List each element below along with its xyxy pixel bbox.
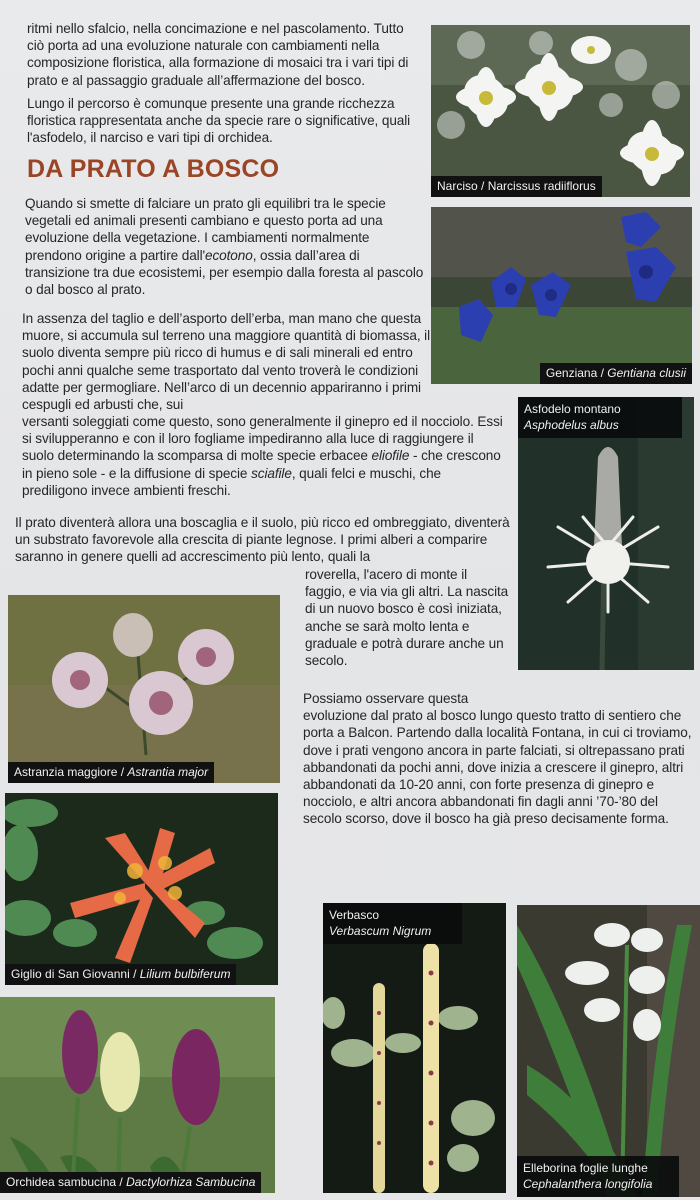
caption-latin: Verbascum Nigrum (329, 924, 432, 938)
caption-separator: / (597, 366, 608, 380)
photo-verbasco (323, 903, 506, 1193)
photo-elleborina (517, 905, 700, 1197)
photo-asfodelo (518, 397, 694, 670)
helleborine-image (517, 905, 700, 1197)
caption-genziana (540, 363, 692, 384)
caption-separator: / (117, 765, 128, 779)
caption-latin: Cephalanthera longifolia (523, 1177, 653, 1191)
caption-narciso (431, 176, 602, 197)
term-sciafile: sciafile (251, 465, 292, 481)
caption-asfodelo (518, 397, 682, 438)
text-run: - che crescono in pieno sole - e la diffusione di specie (22, 448, 501, 481)
text-run: versanti soleggiati come questo, sono generalmente il ginepro ed il nocciolo. Essi si svilupperanno e con il loro fogliame impediranno alla luce di raggiungere il suolo determinando la scomparsa di molte specie erbacee (22, 414, 503, 464)
text-run: Possiamo osservare questa (303, 691, 469, 706)
caption-common: Asfodelo montano (524, 402, 621, 416)
term-eliofile: eliofile (371, 448, 410, 464)
section-paragraph-3-wide (15, 514, 510, 566)
text-run: , quali felci e muschi, che prediligono invece ambienti freschi. (22, 465, 441, 498)
photo-orchidea (0, 997, 275, 1193)
caption-common: Astranzia maggiore (14, 765, 118, 779)
caption-giglio (5, 964, 236, 985)
text-run: , ossia dall’area di transizione tra due ecosistemi, per esempio dalla foresta al pascolo o dal bosco al prato. (25, 247, 424, 298)
caption-verbasco (323, 903, 462, 944)
caption-separator: / (116, 1175, 127, 1189)
caption-separator: / (477, 179, 488, 193)
caption-common: Verbasco (329, 908, 380, 922)
caption-astranzia (8, 762, 214, 783)
caption-separator: / (129, 967, 140, 981)
intro-paragraph-1: ritmi nello sfalcio, nella concimazione e nel pascolamento. Tutto ciò porta ad una evoluzione naturale con cambiamenti nella composizione floristica, alla formazione di mosaici tra i vari tipi di prato e al passaggio graduale all’affermazione del bosco. (27, 21, 409, 88)
caption-latin: Astrantia major (127, 765, 209, 779)
section-paragraph-2b (22, 413, 507, 499)
photo-giglio (5, 793, 278, 985)
text-run: In assenza del taglio e dell’asporto dell’erba, man mano che questa muore, si accumula sul terreno una maggiore quantità di biomassa, il suolo diventa sempre più ricco di humus e di sali minerali ed entro pochi anni qualche seme trasportato dal vento troverà le condizioni adatte per germogliare. Nell’arco di un decennio appariranno i primi cespugli ed arbusti che, sui (22, 311, 431, 413)
lily-image (5, 793, 278, 985)
caption-orchidea (0, 1172, 261, 1193)
mullein-image (323, 903, 506, 1193)
caption-common: Narciso (437, 179, 478, 193)
section-paragraph-2a (22, 310, 434, 413)
caption-latin: Lilium bulbiferum (139, 967, 231, 981)
caption-common: Genziana (545, 366, 598, 380)
intro-paragraph-2: Lungo il percorso è comunque presente una grande ricchezza floristica rappresentata anche da specie rare o significative, quali l'asfodelo, il narciso e vari tipi di orchidea. (27, 95, 411, 146)
caption-latin: Asphodelus albus (524, 418, 619, 432)
caption-common: Elleborina foglie lunghe (523, 1161, 648, 1175)
gentian-image (431, 207, 692, 384)
photo-astranzia (8, 595, 280, 783)
caption-latin: Gentiana clusii (607, 366, 686, 380)
text-run: evoluzione dal prato al bosco lungo questo tratto di sentiero che porta a Balcon. Partendo dalla località Fontana, in cui ci troviamo, dove i prati vengono ancora in parte falciati, si oltrepassano prati abbandonati da pochi anni, dove inizia a crescere il ginepro, altri abbandonati da 10-20 anni, con forte presenza di ginepro e nocciolo, e altri ancora abbandonati fin dagli anni ’70-’80 del secolo scorso, dove il bosco ha già preso decisamente forma. (303, 708, 692, 827)
narcissus-image (431, 25, 690, 197)
text-run: roverella, l'acero di monte il faggio, e via via gli altri. La nascita di un nuovo bosco è così iniziata, anche se sarà molto lenta e graduale e potrà durare anche un secolo. (305, 567, 509, 669)
astrantia-image (8, 595, 280, 783)
section-paragraph-1 (25, 195, 425, 298)
caption-latin: Dactylorhiza Sambucina (126, 1175, 256, 1189)
section-paragraph-3-narrow (305, 566, 510, 669)
term-ecotono: ecotono (205, 247, 253, 263)
caption-latin: Narcissus radiiflorus (487, 179, 596, 193)
section-paragraph-4 (303, 690, 698, 828)
text-run: Il prato diventerà allora una boscaglia e il suolo, più ricco ed ombreggiato, diventerà un substrato favorevole alla crescita di piante legnose. I primi alberi a comparire saranno in genere quelli ad accrescimento più lento, quali la (15, 515, 510, 565)
photo-narciso (431, 25, 690, 197)
caption-elleborina (517, 1156, 679, 1197)
text-run: Quando si smette di falciare un prato gli equilibri tra le specie vegetali ed animali presenti cambiano e questo porta ad una evoluzione della vegetazione. I cambiamenti normalmente prendono origine a partire dall' (25, 196, 386, 263)
caption-common: Giglio di San Giovanni (11, 967, 130, 981)
caption-common: Orchidea sambucina (6, 1175, 117, 1189)
orchid-image (0, 997, 275, 1193)
photo-genziana (431, 207, 692, 384)
intro-text (27, 20, 422, 146)
section-title: DA PRATO A BOSCO (27, 155, 280, 183)
